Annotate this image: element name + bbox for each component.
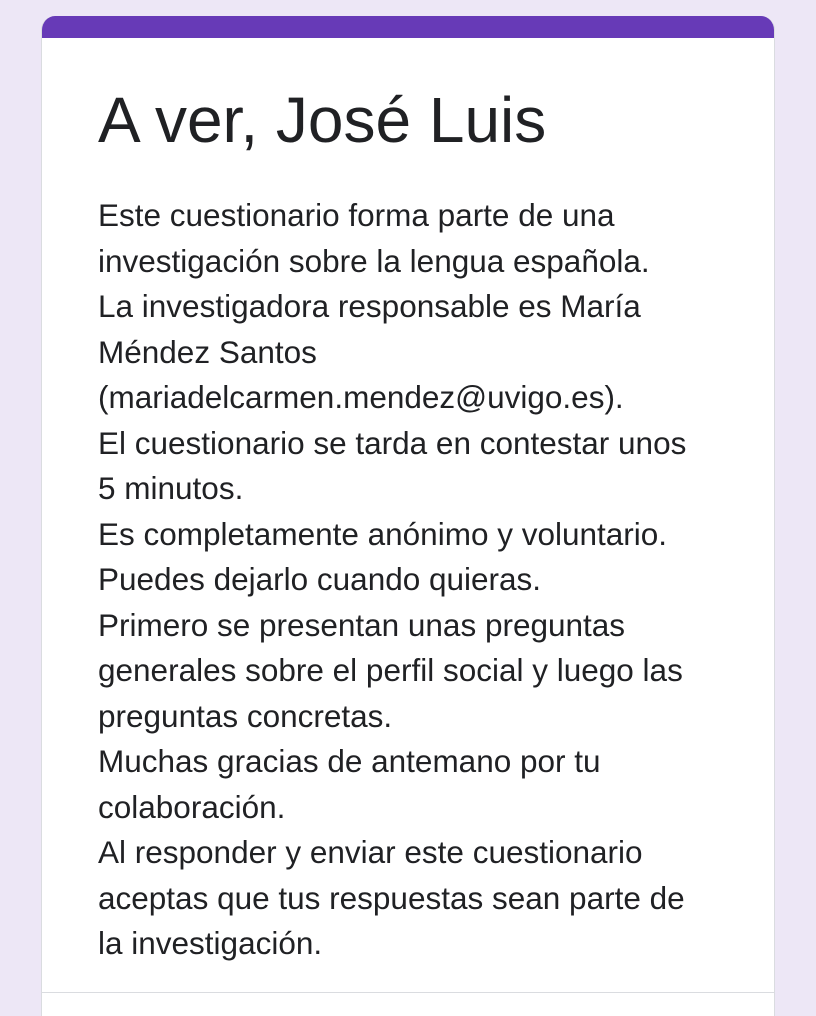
description-line: Al responder y enviar este cuestionario bbox=[98, 834, 643, 870]
description-line: preguntas concretas. bbox=[98, 697, 393, 734]
form-title: A ver, José Luis bbox=[98, 84, 547, 156]
description-line: aceptas que tus respuestas sean parte de bbox=[98, 879, 685, 916]
card-divider bbox=[42, 992, 774, 993]
description-line: la investigación. bbox=[98, 925, 323, 961]
description-line: Primero se presentan unas preguntas bbox=[98, 606, 626, 643]
description-line: Méndez Santos bbox=[98, 333, 317, 370]
description-line: Es completamente anónimo y voluntario. bbox=[98, 515, 668, 552]
description-line-email: (mariadelcarmen.mendez@uvigo.es). bbox=[98, 379, 624, 415]
description-line: La investigadora responsable es María bbox=[98, 288, 641, 324]
description-line: colaboración. bbox=[98, 788, 286, 825]
form-header-card bbox=[41, 16, 775, 1016]
description-line: investigación sobre la lengua española. bbox=[98, 242, 650, 279]
form-accent-bar bbox=[42, 16, 774, 38]
description-line: generales sobre el perfil social y luego las bbox=[98, 652, 683, 688]
description-line: Puedes dejarlo cuando quieras. bbox=[98, 561, 542, 597]
description-line: 5 minutos. bbox=[98, 470, 244, 506]
form-description bbox=[98, 193, 738, 967]
description-line: Muchas gracias de antemano por tu bbox=[98, 743, 601, 779]
description-line: Este cuestionario forma parte de una bbox=[98, 197, 615, 233]
description-line: El cuestionario se tarda en contestar unos bbox=[98, 424, 687, 461]
